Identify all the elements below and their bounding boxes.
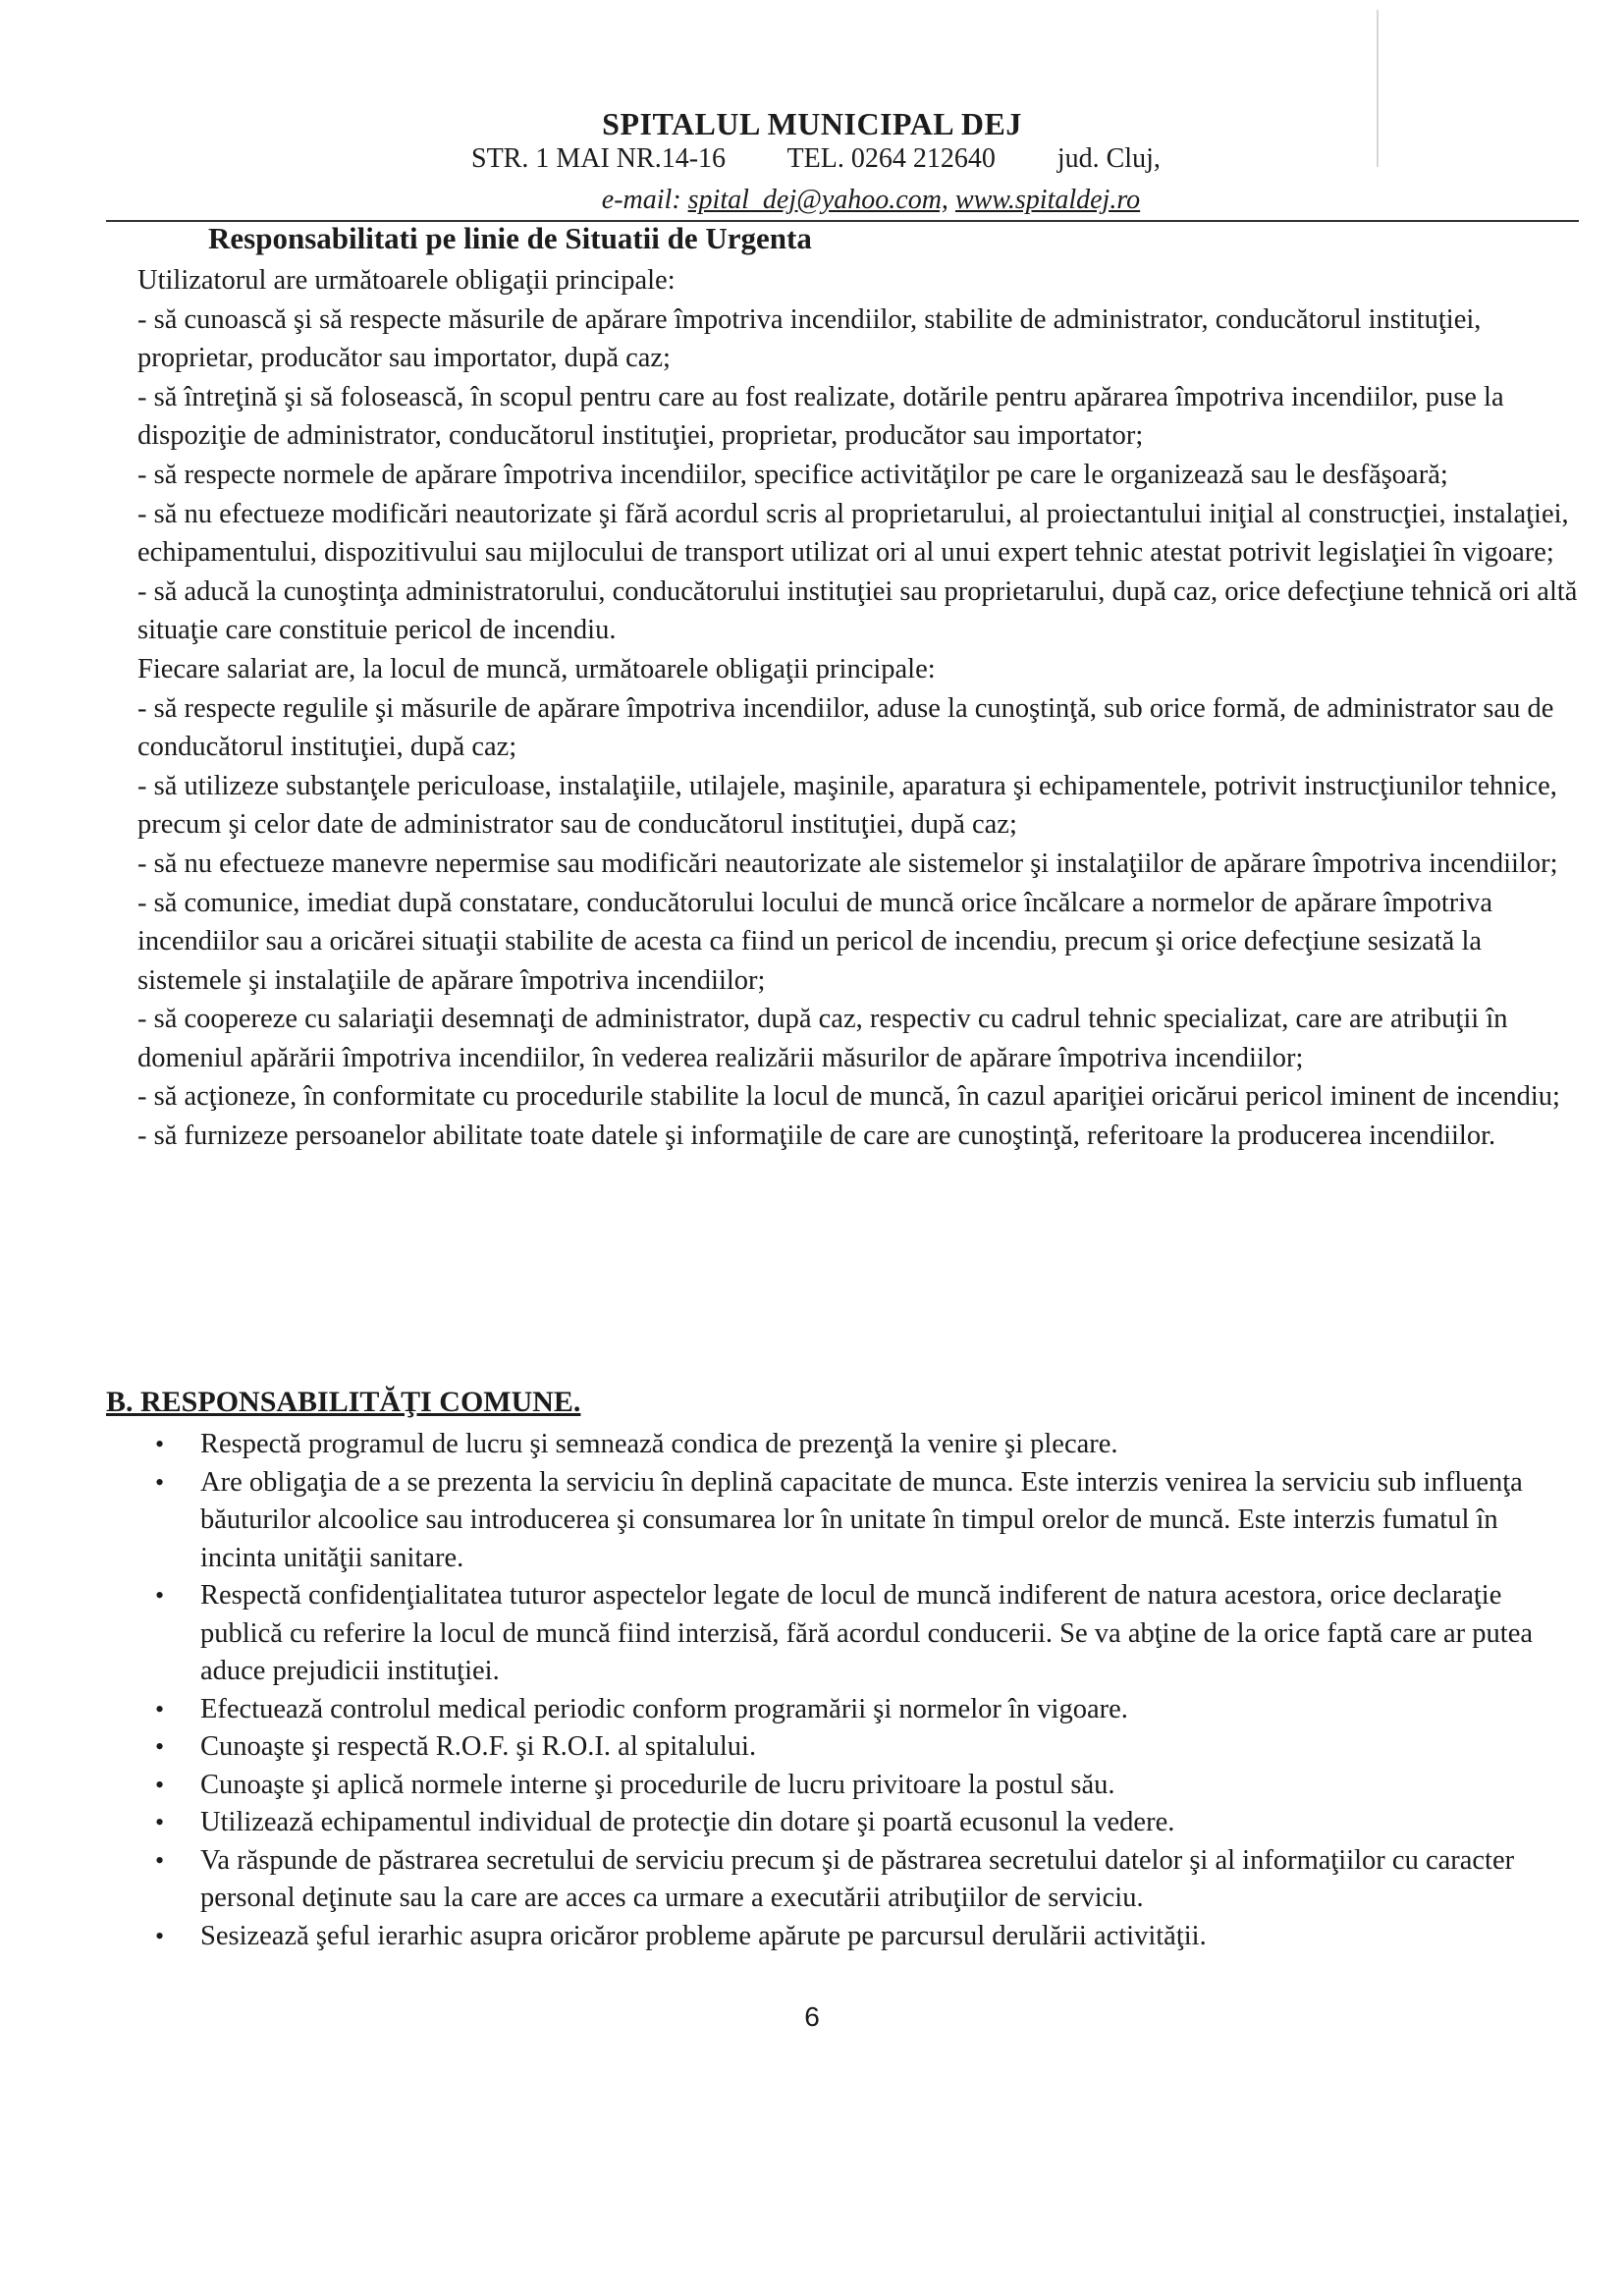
bullet-icon: • bbox=[155, 1581, 165, 1610]
list-item-text: Utilizează echipamentul individual de protecţie din dotare şi poartă ecusonul la vedere. bbox=[200, 1807, 1175, 1837]
section-a-paragraph: - să întreţină şi să folosească, în scopul pentru care au fost realizate, dotările pentru apărarea împotriva incendiilor, puse la dispoziţie de administrator, conducătorul instituţiei, proprietar, producător sau importator; bbox=[137, 381, 1504, 452]
header-address-line bbox=[471, 143, 1257, 175]
list-item bbox=[137, 1426, 1581, 1464]
institution-name: SPITALUL MUNICIPAL DEJ bbox=[602, 106, 1022, 141]
phone-number: TEL. 0264 212640 bbox=[786, 143, 996, 174]
bullet-icon: • bbox=[155, 1467, 165, 1497]
list-item bbox=[137, 1842, 1581, 1918]
section-a-paragraph: - să nu efectueze modificări neautorizate şi fără acordul scris al proprietarului, al proiectantului iniţial al construcţiei, instalaţiei, echipamentului, dispozitivului sau mijlocului de transport utilizat ori al unui expert tehnic atestat potrivit legislaţiei în vigoare; bbox=[137, 498, 1569, 569]
list-item-text: Respectă confidenţialitatea tuturor aspectelor legate de locul de muncă indiferent de natura acestora, orice declaraţie publică cu referire la locul de muncă fiind interzisă, fără acordul conducerii. Se va abţine de la orice faptă care ar putea aduce prejudicii instituţiei. bbox=[200, 1580, 1534, 1686]
website-link[interactable]: www.spitaldej.ro bbox=[954, 185, 1141, 215]
section-a-paragraph: - să utilizeze substanţele periculoase, instalaţiile, utilajele, maşinile, aparatura şi echipamentele, potrivit instrucţiunilor tehnice, precum şi celor date de administrator sau de conducătorul instituţiei, după caz; bbox=[137, 770, 1557, 841]
section-a-title: Responsabilitati pe linie de Situatii de Urgenta bbox=[208, 221, 812, 255]
section-a-paragraph: - să nu efectueze manevre nepermise sau modificări neautorizate ale sistemelor şi instalaţiilor de apărare împotriva incendiilor; bbox=[137, 847, 1558, 879]
list-item-text: Sesizează şeful ierarhic asupra oricăror probleme apărute pe parcursul derulării activităţii. bbox=[200, 1920, 1207, 1951]
section-a-paragraph: - să respecte normele de apărare împotriva incendiilor, specifice activităţilor pe care le organizează sau le desfăşoară; bbox=[137, 459, 1448, 490]
list-item bbox=[137, 1464, 1581, 1578]
list-item-text: Efectuează controlul medical periodic conform programării şi normelor în vigoare. bbox=[200, 1693, 1128, 1724]
section-a-paragraph: Utilizatorul are următoarele obligaţii principale: bbox=[137, 265, 676, 296]
section-a-paragraph: - să cunoască şi să respecte măsurile de apărare împotriva incendiilor, stabilite de administrator, conducătorul instituţiei, proprietar, producător sau importator, după caz; bbox=[137, 303, 1482, 374]
bullet-icon: • bbox=[155, 1694, 165, 1723]
list-item bbox=[137, 1728, 1581, 1767]
bullet-icon: • bbox=[155, 1921, 165, 1950]
bullet-icon: • bbox=[155, 1808, 165, 1836]
header-contact-line bbox=[0, 185, 1624, 216]
section-a-paragraph: - să aducă la cunoştinţa administratorului, conducătorului instituţiei sau proprietarului, după caz, orice defecţiune tehnică ori altă situaţie care constituie pericol de incendiu. bbox=[137, 575, 1578, 646]
list-item bbox=[137, 1767, 1581, 1805]
section-b-title: B. RESPONSABILITĂŢI COMUNE. bbox=[106, 1386, 581, 1418]
bullet-icon: • bbox=[155, 1770, 165, 1799]
county: jud. Cluj, bbox=[1056, 143, 1161, 174]
list-item-text: Are obligaţia de a se prezenta la serviciu în deplină capacitate de munca. Este interzis venirea la serviciu sub influenţa băuturilor alcoolice sau introducerea şi consumarea lor în unitate în timpul orelor de muncă. Este interzis fumatul în incinta unităţii sanitare. bbox=[200, 1466, 1523, 1573]
list-item-text: Respectă programul de lucru şi semnează condica de prezenţă la venire şi plecare. bbox=[200, 1429, 1118, 1459]
section-a-paragraph: - să coopereze cu salariaţii desemnaţi de administrator, după caz, respectiv cu cadrul tehnic specializat, care are atribuţii în domeniul apărării împotriva incendiilor, în vederea realizării măsurilor de apărare împotriva incendiilor; bbox=[137, 1004, 1508, 1073]
section-a-paragraph: - să comunice, imediat după constatare, conducătorului locului de muncă orice încălcare a normelor de apărare împotriva incendiilor sau a oricărei situaţii stabilite de acesta ca fiind un pericol de incendiu, precum şi orice defecţiune sesizată la sistemele şi instalaţiile de apărare împotriva incendiilor; bbox=[137, 887, 1493, 996]
list-item bbox=[137, 1918, 1581, 1956]
scan-artifact-line bbox=[1377, 10, 1379, 167]
section-b-list bbox=[137, 1426, 1581, 1955]
section-a-paragraph: - să furnizeze persoanelor abilitate toate datele şi informaţiile de care are cunoştinţă, referitoare la producerea incendiilor. bbox=[137, 1121, 1496, 1152]
list-item bbox=[137, 1691, 1581, 1729]
list-item bbox=[137, 1804, 1581, 1842]
email-link[interactable]: spital_dej@yahoo.com, bbox=[687, 185, 948, 215]
list-item-text: Cunoaşte şi aplică normele interne şi procedurile de lucru privitoare la postul său. bbox=[200, 1769, 1115, 1800]
list-item-text: Va răspunde de păstrarea secretului de serviciu precum şi de păstrarea secretului datelor şi al informaţiilor cu caracter personal deţinute sau la care are acces ca urmare a executării atribuţiilor de serviciu. bbox=[200, 1844, 1515, 1913]
bullet-icon: • bbox=[155, 1732, 165, 1761]
section-a-paragraph: Fiecare salariat are, la locul de muncă, următoarele obligaţii principale: bbox=[137, 653, 936, 684]
bullet-icon: • bbox=[155, 1430, 165, 1458]
list-item-text: Cunoaşte şi respectă R.O.F. şi R.O.I. al spitalului. bbox=[200, 1731, 757, 1762]
street-address: STR. 1 MAI NR.14-16 bbox=[471, 143, 727, 174]
section-a-paragraph: - să respecte regulile şi măsurile de apărare împotriva incendiilor, aduse la cunoştinţă, sub orice formă, de administrator sau de conducătorul instituţiei, după caz; bbox=[137, 692, 1554, 763]
page-number: 6 bbox=[804, 2001, 820, 2032]
section-a-paragraph: - să acţioneze, în conformitate cu procedurile stabilite la locul de muncă, în cazul apariţiei oricărui pericol iminent de incendiu; bbox=[137, 1081, 1560, 1113]
list-item bbox=[137, 1577, 1581, 1691]
section-a-body bbox=[108, 261, 1581, 1156]
email-label: e-mail: bbox=[601, 185, 681, 215]
bullet-icon: • bbox=[155, 1845, 165, 1875]
